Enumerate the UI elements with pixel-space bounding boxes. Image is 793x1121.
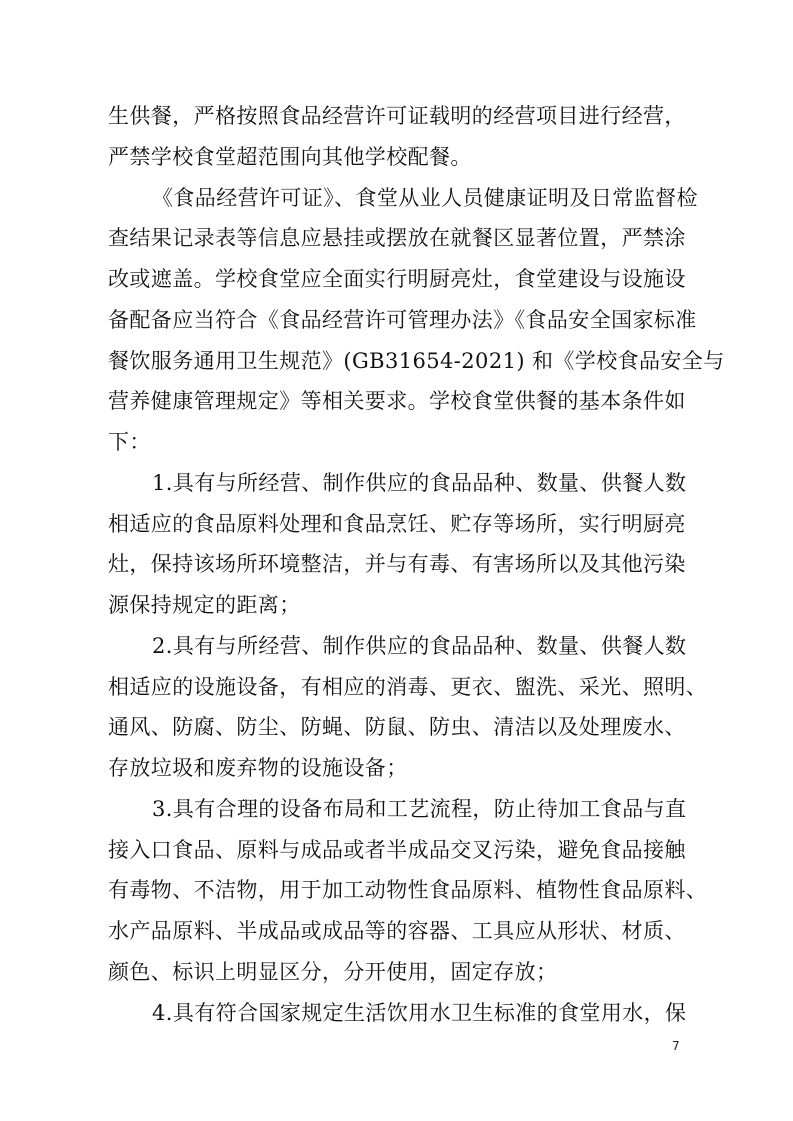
text-line: 水产品原料、半成品或成品等的容器、工具应从形状、材质、 [108, 919, 686, 943]
text-line: 下： [108, 430, 151, 454]
text-line: 灶，保持该场所环境整洁，并与有毒、有害场所以及其他污染 [108, 552, 686, 577]
text-line: 接入口食品、原料与成品或者半成品交叉污染，避免食品接触 [108, 837, 686, 862]
text-line: 生供餐，严格按照食品经营许可证载明的经营项目进行经营， [108, 104, 686, 128]
text-line: 有毒物、不洁物，用于加工动物性食品原料、植物性食品原料、 [108, 878, 708, 903]
page-number: 7 [672, 1039, 680, 1053]
text-line: 颜色、标识上明显区分，分开使用，固定存放； [108, 959, 558, 984]
paragraph-item-3 [108, 789, 708, 993]
text-line: 2.具有与所经营、制作供应的食品品种、数量、供餐人数 [152, 633, 687, 658]
paragraph-item-4 [108, 993, 708, 1034]
text-line: 相适应的食品原料处理和食品烹饪、贮存等场所，实行明厨亮 [108, 511, 686, 536]
text-line: 源保持规定的距离； [108, 593, 301, 617]
text-line: 营养健康管理规定》等相关要求。学校食堂供餐的基本条件如 [108, 389, 686, 414]
text-line: 通风、防腐、防尘、防蝇、防鼠、防虫、清洁以及处理废水、 [108, 715, 686, 740]
paragraph-license-display [108, 178, 725, 463]
text-line: 严禁学校食堂超范围向其他学校配餐。 [108, 144, 472, 169]
paragraph-continuation [108, 96, 708, 178]
text-line: 4.具有符合国家规定生活饮用水卫生标准的食堂用水，保 [152, 1000, 687, 1025]
text-line: 查结果记录表等信息应悬挂或摆放在就餐区显著位置，严禁涂 [108, 226, 686, 251]
text-line: 备配备应当符合《食品经营许可管理办法》《食品安全国家标准 [108, 307, 697, 332]
text-line: 餐饮服务通用卫生规范》(GB31654-2021) 和《学校食品安全与 [108, 348, 725, 373]
paragraph-item-2 [108, 626, 708, 789]
text-line: 改或遮盖。学校食堂应全面实行明厨亮灶，食堂建设与设施设 [108, 267, 686, 291]
text-line: 《食品经营许可证》、食堂从业人员健康证明及日常监督检 [152, 185, 698, 210]
text-line: 相适应的设施设备，有相应的消毒、更衣、盥洗、采光、照明、 [108, 674, 708, 699]
text-line: 1.具有与所经营、制作供应的食品品种、数量、供餐人数 [152, 470, 687, 495]
text-line: 存放垃圾和废弃物的设施设备； [108, 756, 408, 780]
document-body [108, 96, 725, 1033]
paragraph-item-1 [108, 463, 708, 626]
text-line: 3.具有合理的设备布局和工艺流程，防止待加工食品与直 [152, 796, 687, 821]
